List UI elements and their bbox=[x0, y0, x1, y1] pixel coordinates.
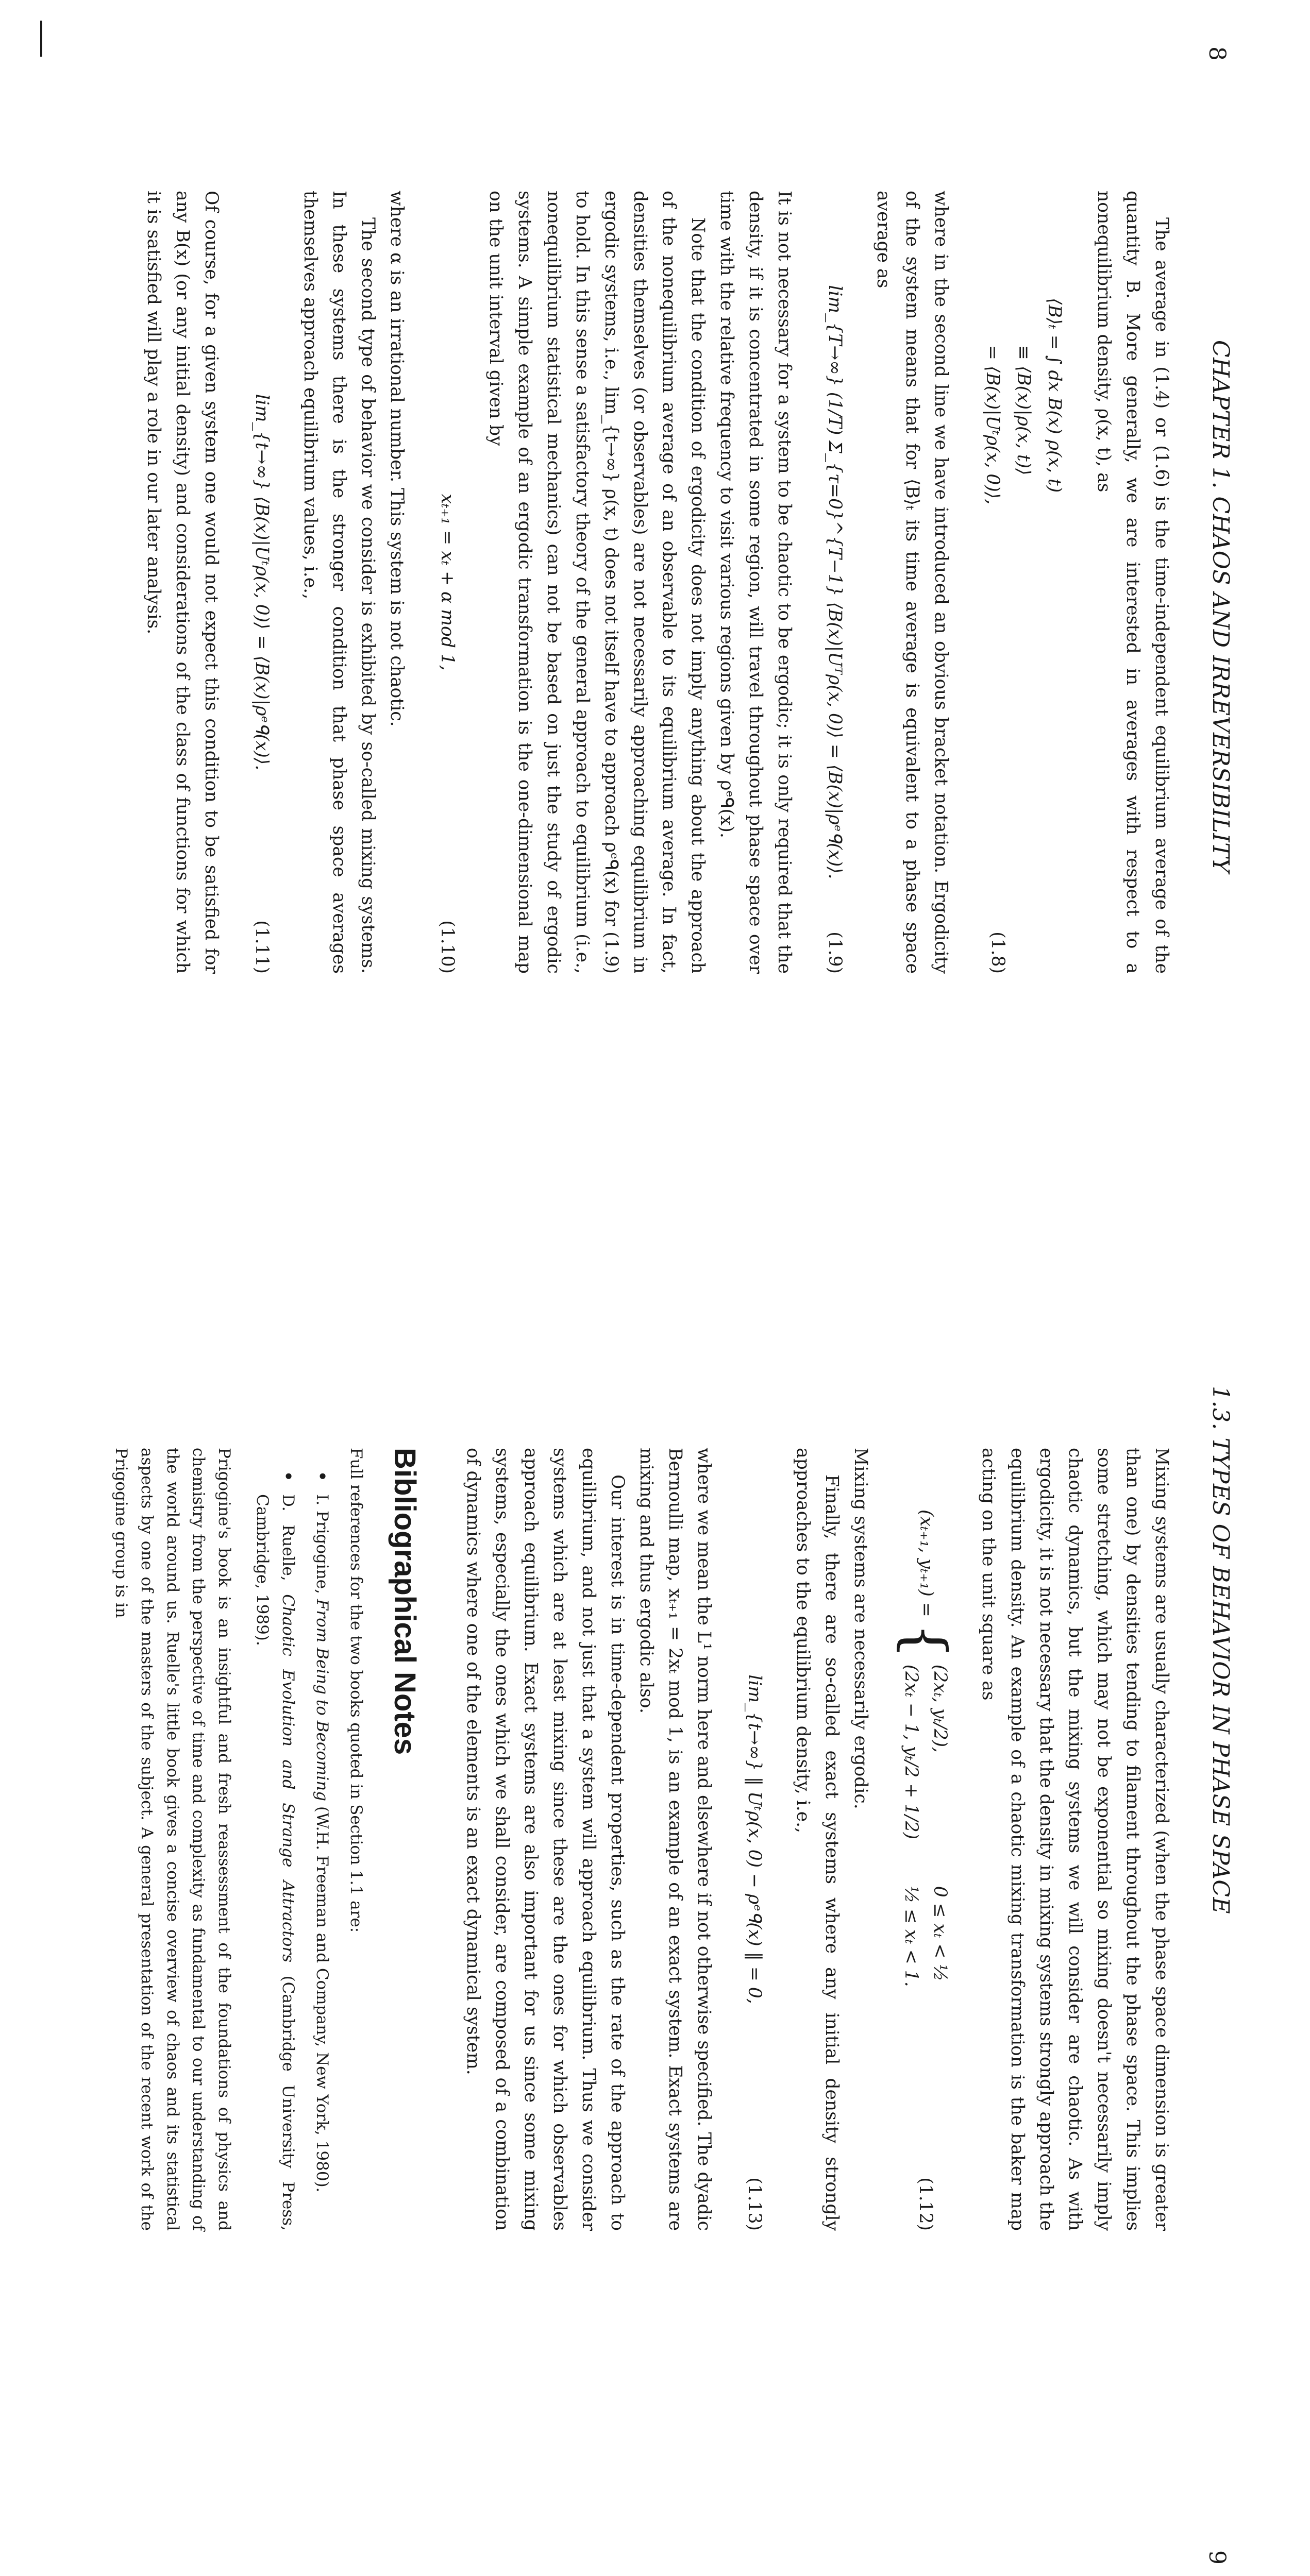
reference-item: • D. Ruelle, Chaotic Evolution and Strange Attractors (Cambridge University Press, Cambridge, 1989). bbox=[249, 1448, 301, 2231]
equation-1-13 bbox=[736, 1448, 773, 2231]
equation-number: (1.11) bbox=[251, 920, 272, 974]
equation-body: xₜ₊₁ = xₜ + α mod 1, bbox=[437, 494, 458, 671]
equation-number: (1.9) bbox=[825, 931, 845, 974]
paragraph: Finally, there are so-called exact systems where any initial density strongly approaches to the equilibrium density, i.e., bbox=[793, 1448, 842, 2231]
paragraph: Our interest is in time-dependent properties, such as the rate of the approach to equilibrium, and not just that a system will approach equilibrium. Thus we consider systems which are at least mixing since these are the ones for which observables approach equilibrium. Exact systems are also important for us since some mixing systems, especially the ones which we shall consider, are composed of a combination of dynamics where one of the elements is an exact dynamical system. bbox=[463, 1448, 628, 2231]
page-number: 8 bbox=[1204, 46, 1230, 61]
case-expression: (2xₜ, yₜ/2), bbox=[930, 1664, 950, 1753]
book-title: From Being to Becoming bbox=[313, 1599, 331, 1802]
section-heading: Bibliographical Notes bbox=[388, 1448, 422, 1755]
case-expression: (2xₜ − 1, yₜ/2 + 1/2) bbox=[901, 1664, 921, 1840]
equation-lhs: (xₜ₊₁, yₜ₊₁) = bbox=[916, 1510, 937, 1617]
page-9 bbox=[0, 1314, 1310, 2576]
equation-line: ⟨B⟩ₜ = ∫ dx B(x) ρ(x, t) bbox=[1044, 298, 1065, 493]
paragraph: The average in (1.4) or (1.6) is the time-independent equilibrium average of the quantity B. More generally, we are interested in averages with respect to a nonequilibrium density, ρ(x, t), as bbox=[1094, 191, 1172, 974]
equation-body: lim_{t→∞} ‖ Uᵗρ(x, 0) − ρᵉᑫ(x) ‖ = 0, bbox=[744, 1674, 765, 2004]
equation-1-11 bbox=[243, 191, 280, 974]
paragraph: where α is an irrational number. This system is not chaotic. bbox=[387, 191, 407, 727]
equation-line: = ⟨B(x)|Uᵗρ(x, 0)⟩, bbox=[982, 345, 1003, 505]
running-head: CHAPTER 1. CHAOS AND IRREVERSIBILITY bbox=[1207, 340, 1234, 873]
paragraph: The second type of behavior we consider is exhibited by so-called mixing systems. In these systems there is the stronger condition that phase space averages themselves approach equilibrium values, i.e., bbox=[300, 191, 378, 974]
paragraph: Mixing systems are necessarily ergodic. bbox=[850, 1448, 871, 1809]
page-number: 9 bbox=[1204, 2550, 1230, 2565]
left-brace-symbol: { bbox=[893, 1622, 959, 1659]
paragraph: It is not necessary for a system to be chaotic to be ergodic; it is only required that the density, if it is concentrated in some region, will travel throughout phase space over time with the relative frequency to visit various regions given by ρᵉᑫ(x). bbox=[716, 191, 795, 974]
case-condition: 0 ≤ xₜ < ½ bbox=[930, 1886, 950, 1981]
equation-number: (1.12) bbox=[915, 2177, 936, 2231]
equation-1-10 bbox=[429, 191, 466, 974]
equation-body: lim_{T→∞} (1/T) Σ_{τ=0}^{T−1} ⟨B(x)|Uᵀρ(x, 0)⟩ = ⟨B(x)|ρᵉᑫ(x)⟩. bbox=[825, 285, 845, 879]
equation-number: (1.10) bbox=[437, 920, 458, 974]
book-title: Chaotic Evolution and Strange Attractors bbox=[279, 1594, 297, 1963]
equation-line: ≡ ⟨B(x)|ρ(x, t)⟩ bbox=[1013, 345, 1034, 476]
reference-item: • I. Prigogine, From Being to Becoming (W.H. Freeman and Company, New York, 1980). bbox=[309, 1448, 335, 2231]
paragraph: where in the second line we have introduced an obvious bracket notation. Ergodicity of the system means that for ⟨B⟩ₜ its time average is equivalent to a phase space average as bbox=[873, 191, 951, 974]
equation-1-12 bbox=[893, 1448, 959, 2231]
paragraph: where we mean the L¹ norm here and elsewhere if not otherwise specified. The dyadic Bernoulli map, xₜ₊₁ = 2xₜ mod 1, is an example of an exact system. Exact systems are mixing and thus ergodic also. bbox=[636, 1448, 714, 2231]
paragraph: Of course, for a given system one would not expect this condition to be satisfied for any B(x) (or any initial density) and considerations of the class of functions for which it is satisfied will play a role in our later analysis. bbox=[143, 191, 222, 974]
case-condition: ½ ≤ xₜ < 1. bbox=[901, 1886, 921, 1987]
bibliography-intro: Full references for the two books quoted in Section 1.1 are: bbox=[347, 1448, 365, 1933]
equation-cases bbox=[897, 1665, 954, 1987]
running-head: 1.3. TYPES OF BEHAVIOR IN PHASE SPACE bbox=[1207, 1386, 1234, 1914]
bibliography-note: Prigogine's book is an insightful and fresh reassessment of the foundations of physics and chemistry from the perspective of time and complexity as fundamental to our understanding of the world around us. Ruelle's little book gives a concise overview of chaos and its statistical aspects by one of the masters of the subject. A general presentation of the recent work of the Prigogine group is in bbox=[112, 1448, 233, 2231]
equation-1-9 bbox=[816, 191, 853, 974]
text-column bbox=[139, 191, 1176, 974]
equation-1-8 bbox=[973, 191, 1074, 974]
equation-body: lim_{t→∞} ⟨B(x)|Uᵗρ(x, 0)⟩ = ⟨B(x)|ρᵉᑫ(x)⟩. bbox=[251, 394, 272, 771]
paragraph: Mixing systems are usually characterized (when the phase space dimension is greater than one) by densities tending to filament throughout the phase space. This implies some stretching, which may not be exponential so mixing doesn't necessarily imply chaotic dynamics, but the mixing systems we will consider are chaotic. As with ergodicity, it is not necessary that the density in mixing systems strongly approach the equilibrium density. An example of a chaotic mixing transformation is the baker map acting on the unit square as bbox=[978, 1448, 1172, 2231]
text-column bbox=[108, 1448, 1176, 2231]
equation-number: (1.13) bbox=[744, 2177, 765, 2231]
paragraph: Note that the condition of ergodicity does not imply anything about the approach of the nonequilibrium average of an observable to its equilibrium average. In fact, densities themselves (or observables) are not necessarily approaching equilibrium in ergodic systems, i.e., lim_{t→∞} ρ(x, t) does not itself have to approach ρᵉᑫ(x) for (1.9) to hold. In this sense a satisfactory theory of the general approach to equilibrium (i.e., nonequilibrium statistical mechanics) can not be based on just the study of ergodic systems. A simple example of an ergodic transformation is the one-dimensional map on the unit interval given by bbox=[485, 191, 708, 974]
equation-number: (1.8) bbox=[987, 931, 1008, 974]
